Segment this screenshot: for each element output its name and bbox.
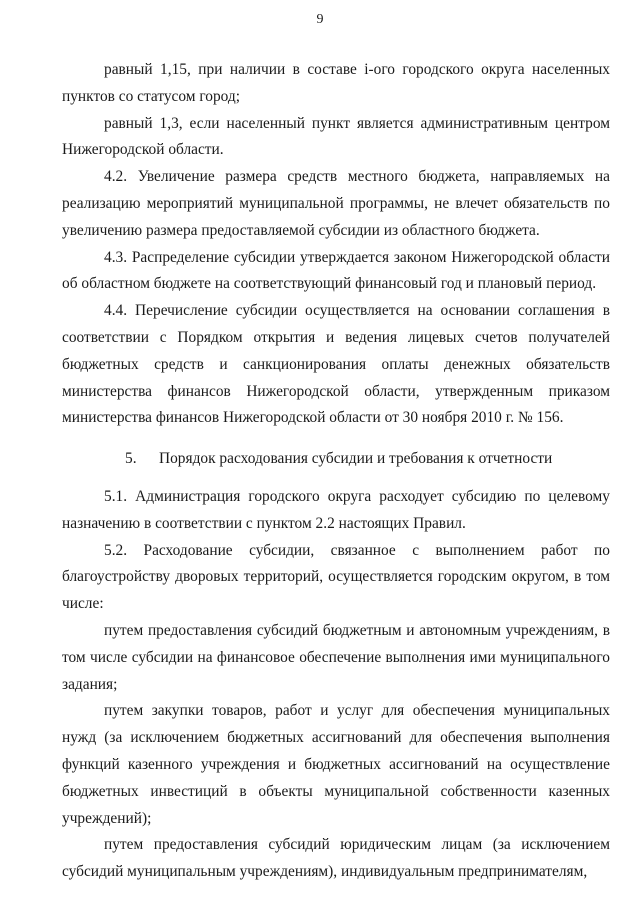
paragraph-coefficient-admin-center: равный 1,3, если населенный пункт является административным центром Нижегородской области. (62, 114, 610, 159)
document-body (62, 57, 610, 886)
section-title: Порядок расходования субсидии и требования к отчетности (159, 450, 553, 468)
paragraph-coefficient-city: равный 1,15, при наличии в составе i-ого городского округа населенных пунктов со статусом город; (62, 61, 610, 105)
paragraph-4-3: 4.3. Распределение субсидии утверждается законом Нижегородской области об областном бюджете на соответствующий финансовый год и плановый период. (62, 248, 610, 293)
paragraph-5-1: 5.1. Администрация городского округа расходует субсидию по целевому назначению в соответствии с пунктом 2.2 настоящих Правил. (62, 487, 610, 532)
paragraph-subsidies-legal-entities: путем предоставления субсидий юридическим лицам (за исключением субсидий муниципальным учреждениям), индивидуальным предпринимателям, (62, 836, 610, 881)
paragraph-5-2: 5.2. Расходование субсидии, связанное с выполнением работ по благоустройству дворовых территорий, осуществляется городским округом, в том числе: (62, 541, 610, 613)
section-heading (62, 446, 610, 473)
paragraph-subsidies-institutions: путем предоставления субсидий бюджетным и автономным учреждениям, в том числе субсидии на финансовое обеспечение выполнения ими муниципального задания; (62, 621, 610, 693)
section-number: 5. (125, 450, 137, 468)
paragraph-4-2: 4.2. Увеличение размера средств местного бюджета, направляемых на реализацию мероприятий муниципальной программы, не влечет обязательств по увеличению размера предоставляемой субсидии из областного бюджета. (62, 168, 610, 239)
page-number: 9 (316, 12, 324, 27)
paragraph-procurement: путем закупки товаров, работ и услуг для обеспечения муниципальных нужд (за исключением бюджетных ассигнований для обеспечения выполнения функций казенного учреждения и бюджетных ассигнований на осуществление бюджетных инвестиций в объекты муниципальной собственности казенных учреждений); (62, 702, 610, 827)
paragraph-4-4: 4.4. Перечисление субсидии осуществляется на основании соглашения в соответствии с Порядком открытия и ведения лицевых счетов получателей бюджетных средств и санкционирования оплаты денежных обязательств министерства финансов Нижегородской области, утвержденным приказом министерства финансов Нижегородской области от 30 ноября 2010 г. № 156. (62, 302, 610, 427)
